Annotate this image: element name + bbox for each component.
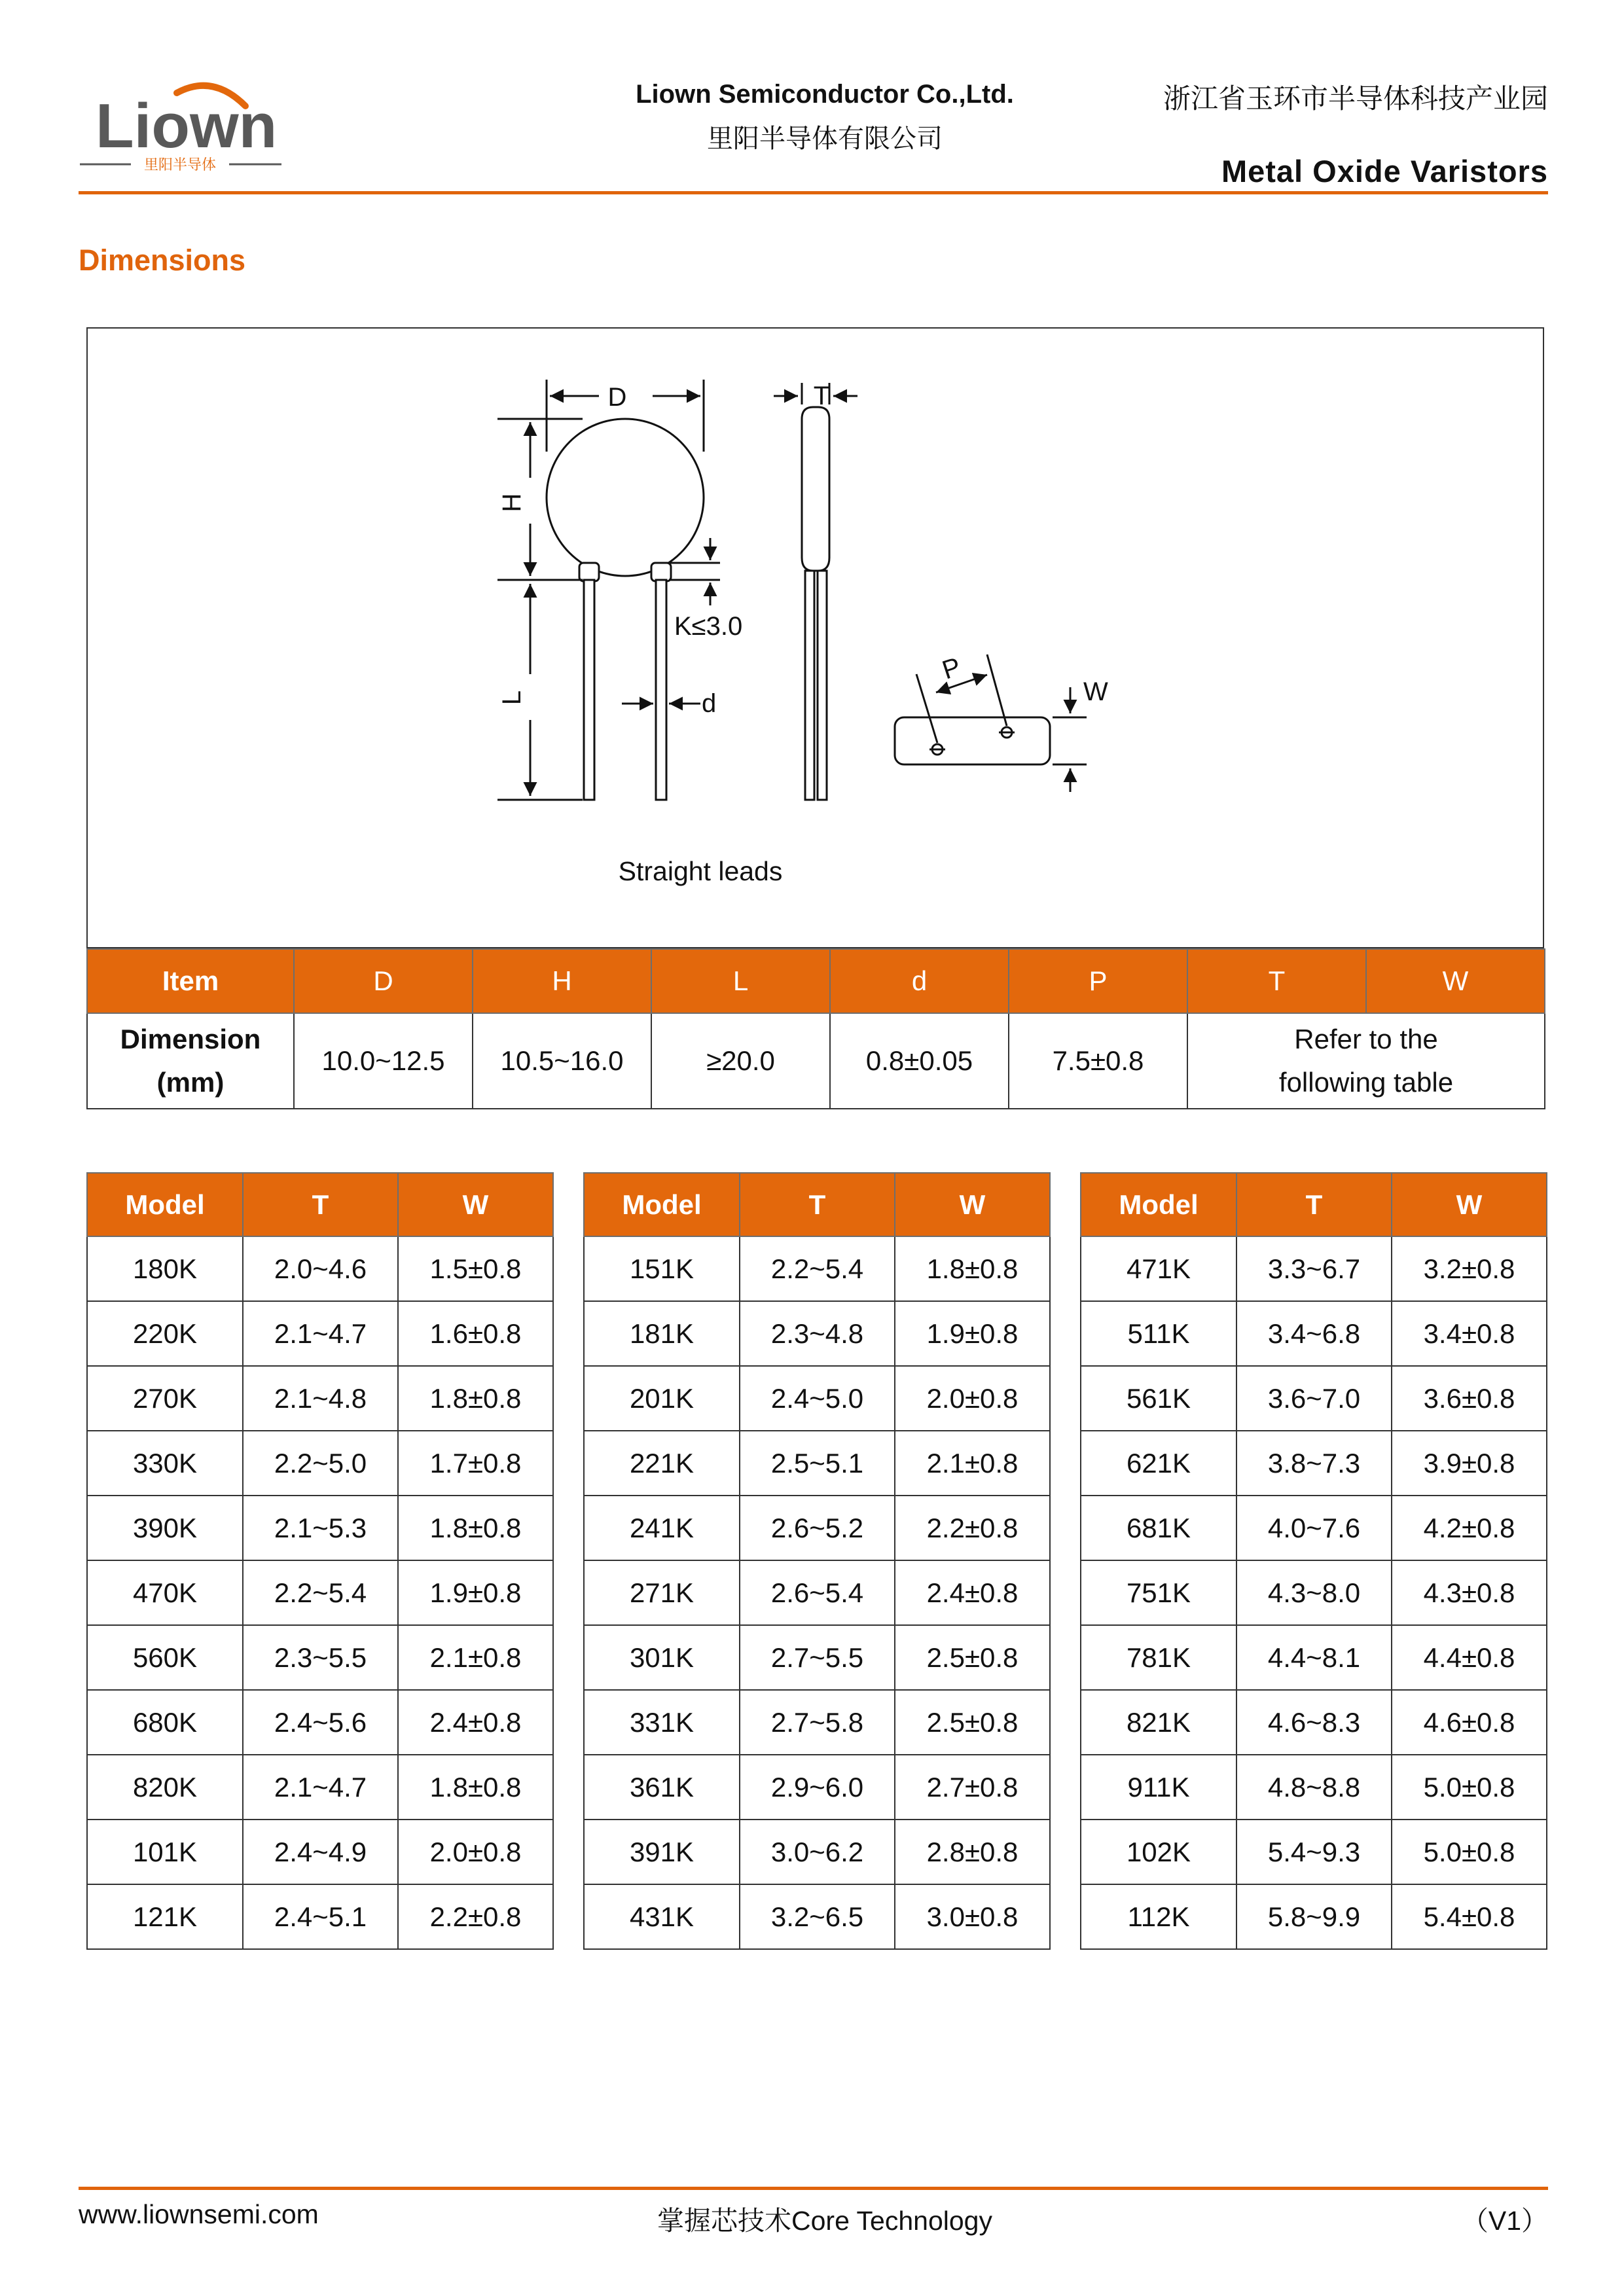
table-row [87, 1884, 553, 1949]
table-cell: 2.2±0.8 [398, 1884, 553, 1949]
table-cell: 2.0~4.6 [243, 1236, 398, 1301]
value-cell: 10.0~12.5 [294, 1013, 473, 1109]
table-cell: 101K [87, 1820, 243, 1884]
table-cell: 271K [584, 1560, 740, 1625]
table-row [584, 1366, 1050, 1431]
row-label-line: (mm) [156, 1067, 225, 1098]
table-cell: 2.1~4.7 [243, 1301, 398, 1366]
table-cell: 511K [1081, 1301, 1236, 1366]
header-cell: T [243, 1173, 398, 1236]
table-row [584, 1560, 1050, 1625]
table-cell: 1.8±0.8 [398, 1755, 553, 1820]
header-cell: T [1236, 1173, 1392, 1236]
header-cell: d [830, 949, 1009, 1013]
table-cell: 102K [1081, 1820, 1236, 1884]
table-row [87, 1755, 553, 1820]
dimension-header-row [87, 949, 1545, 1013]
header-cell: Model [1081, 1173, 1236, 1236]
table-cell: 431K [584, 1884, 740, 1949]
table-cell: 3.8~7.3 [1236, 1431, 1392, 1496]
table-row [584, 1236, 1050, 1301]
table-cell: 1.5±0.8 [398, 1236, 553, 1301]
table-cell: 2.2~5.4 [243, 1560, 398, 1625]
table-cell: 4.6±0.8 [1392, 1690, 1547, 1755]
table-cell: 1.9±0.8 [398, 1560, 553, 1625]
table-cell: 2.4~5.6 [243, 1690, 398, 1755]
table-row [87, 1366, 553, 1431]
table-cell: 5.8~9.9 [1236, 1884, 1392, 1949]
dimension-value-row [87, 1013, 1545, 1109]
table-cell: 4.0~7.6 [1236, 1496, 1392, 1560]
footer-divider [79, 2187, 1548, 2190]
table-cell: 121K [87, 1884, 243, 1949]
model-table-2 [583, 1172, 1051, 1950]
table-cell: 3.3~6.7 [1236, 1236, 1392, 1301]
table-cell: 2.4±0.8 [398, 1690, 553, 1755]
table-cell: 2.5±0.8 [895, 1690, 1050, 1755]
table-cell: 4.2±0.8 [1392, 1496, 1547, 1560]
table-cell: 4.6~8.3 [1236, 1690, 1392, 1755]
table-cell: 911K [1081, 1755, 1236, 1820]
company-logo [79, 77, 295, 175]
table-row [584, 1496, 1050, 1560]
table-cell: 560K [87, 1625, 243, 1690]
logo-text: Liown [96, 91, 278, 161]
table-cell: 201K [584, 1366, 740, 1431]
table-cell: 3.0~6.2 [740, 1820, 895, 1884]
table-cell: 781K [1081, 1625, 1236, 1690]
table-row [1081, 1301, 1547, 1366]
table-cell: 3.6~7.0 [1236, 1366, 1392, 1431]
table-cell: 2.3~4.8 [740, 1301, 895, 1366]
table-cell: 2.1~4.7 [243, 1755, 398, 1820]
table-cell: 821K [1081, 1690, 1236, 1755]
table-cell: 391K [584, 1820, 740, 1884]
table-row [87, 1301, 553, 1366]
table-cell: 2.6~5.2 [740, 1496, 895, 1560]
label-L: L [497, 690, 526, 706]
table-cell: 2.1~5.3 [243, 1496, 398, 1560]
table-row [1081, 1560, 1547, 1625]
table-cell: 3.2±0.8 [1392, 1236, 1547, 1301]
table-cell: 2.4~5.1 [243, 1884, 398, 1949]
table-cell: 151K [584, 1236, 740, 1301]
table-cell: 2.1~4.8 [243, 1366, 398, 1431]
table-cell: 2.3~5.5 [243, 1625, 398, 1690]
logo-graphic [79, 77, 295, 175]
table-cell: 4.4~8.1 [1236, 1625, 1392, 1690]
footer-website[interactable]: www.liownsemi.com [79, 2199, 319, 2229]
table-cell: 4.4±0.8 [1392, 1625, 1547, 1690]
table-cell: 1.8±0.8 [895, 1236, 1050, 1301]
value-cell: 0.8±0.05 [830, 1013, 1009, 1109]
table-cell: 221K [584, 1431, 740, 1496]
table-cell: 3.6±0.8 [1392, 1366, 1547, 1431]
table-cell: 361K [584, 1755, 740, 1820]
table-cell: 3.4~6.8 [1236, 1301, 1392, 1366]
table-row [87, 1236, 553, 1301]
table-row [1081, 1431, 1547, 1496]
table-cell: 1.6±0.8 [398, 1301, 553, 1366]
table-cell: 2.6~5.4 [740, 1560, 895, 1625]
table-cell: 5.0±0.8 [1392, 1820, 1547, 1884]
table-row [87, 1496, 553, 1560]
table-row [87, 1560, 553, 1625]
header-cell: T [740, 1173, 895, 1236]
table-cell: 4.3~8.0 [1236, 1560, 1392, 1625]
table-cell: 2.2~5.0 [243, 1431, 398, 1496]
company-address: 浙江省玉环市半导体科技产业园 [1163, 83, 1548, 114]
table-row [1081, 1820, 1547, 1884]
document-title: Metal Oxide Varistors [1221, 154, 1548, 188]
table-cell: 751K [1081, 1560, 1236, 1625]
row-label-line: Dimension [120, 1024, 261, 1054]
dimension-table [86, 948, 1545, 1109]
table-row [1081, 1236, 1547, 1301]
side-body [802, 407, 829, 571]
header-cell: W [1392, 1173, 1547, 1236]
table-cell: 2.9~6.0 [740, 1755, 895, 1820]
table-row [584, 1301, 1050, 1366]
header-cell: W [398, 1173, 553, 1236]
table-row [1081, 1625, 1547, 1690]
header-divider [79, 191, 1548, 194]
table-cell: 1.8±0.8 [398, 1496, 553, 1560]
table-cell: 2.8±0.8 [895, 1820, 1050, 1884]
logo-subtext: 里阳半导体 [143, 157, 217, 173]
table-cell: 3.4±0.8 [1392, 1301, 1547, 1366]
table-cell: 5.4~9.3 [1236, 1820, 1392, 1884]
table-cell: 112K [1081, 1884, 1236, 1949]
table-cell: 241K [584, 1496, 740, 1560]
label-D: D [607, 383, 627, 412]
table-cell: 2.1±0.8 [398, 1625, 553, 1690]
table-cell: 1.7±0.8 [398, 1431, 553, 1496]
table-cell: 2.1±0.8 [895, 1431, 1050, 1496]
header-cell: L [651, 949, 830, 1013]
table-row [1081, 1496, 1547, 1560]
table-cell: 3.2~6.5 [740, 1884, 895, 1949]
header-cell: H [473, 949, 651, 1013]
table-row [1081, 1690, 1547, 1755]
table-cell: 301K [584, 1625, 740, 1690]
table-cell: 4.8~8.8 [1236, 1755, 1392, 1820]
tw-note-cell [1187, 1013, 1545, 1109]
table-cell: 180K [87, 1236, 243, 1301]
table-cell: 2.2~5.4 [740, 1236, 895, 1301]
table-cell: 270K [87, 1366, 243, 1431]
table-cell: 2.0±0.8 [398, 1820, 553, 1884]
table-cell: 5.0±0.8 [1392, 1755, 1547, 1820]
table-row [87, 1625, 553, 1690]
table-cell: 2.5±0.8 [895, 1625, 1050, 1690]
header-cell: Model [87, 1173, 243, 1236]
model-table-1 [86, 1172, 554, 1950]
tw-note-line: Refer to the [1294, 1024, 1438, 1054]
varistor-drawing [458, 367, 1146, 825]
header-cell: P [1009, 949, 1187, 1013]
header-cell: D [294, 949, 473, 1013]
table-row [1081, 1884, 1547, 1949]
table-cell: 3.0±0.8 [895, 1884, 1050, 1949]
lead-right [656, 580, 666, 800]
table-cell: 1.8±0.8 [398, 1366, 553, 1431]
model-header-row [87, 1173, 553, 1236]
label-T: T [813, 382, 830, 410]
header-cell: Model [584, 1173, 740, 1236]
row-label-cell [87, 1013, 294, 1109]
footer-version: （V1） [1461, 2206, 1548, 2236]
table-cell: 471K [1081, 1236, 1236, 1301]
table-cell: 181K [584, 1301, 740, 1366]
label-H: H [497, 493, 526, 512]
header-cell: W [1366, 949, 1545, 1013]
table-cell: 2.5~5.1 [740, 1431, 895, 1496]
table-row [87, 1690, 553, 1755]
table-cell: 220K [87, 1301, 243, 1366]
table-cell: 2.4~5.0 [740, 1366, 895, 1431]
table-cell: 2.7~5.8 [740, 1690, 895, 1755]
table-row [1081, 1755, 1547, 1820]
table-cell: 2.0±0.8 [895, 1366, 1050, 1431]
table-row [584, 1625, 1050, 1690]
company-name-cn: 里阳半导体有限公司 [707, 124, 943, 153]
table-cell: 681K [1081, 1496, 1236, 1560]
top-view-body [895, 717, 1050, 764]
table-cell: 2.4±0.8 [895, 1560, 1050, 1625]
disc-body [547, 419, 704, 576]
model-header-row [1081, 1173, 1547, 1236]
table-row [584, 1884, 1050, 1949]
label-W: W [1083, 677, 1108, 706]
footer-slogan: 掌握芯技术Core Technology [657, 2206, 992, 2236]
table-cell: 680K [87, 1690, 243, 1755]
model-header-row [584, 1173, 1050, 1236]
table-row [87, 1820, 553, 1884]
table-cell: 330K [87, 1431, 243, 1496]
section-title: Dimensions [79, 243, 246, 277]
table-row [1081, 1366, 1547, 1431]
header-cell: W [895, 1173, 1050, 1236]
table-cell: 331K [584, 1690, 740, 1755]
tw-note-line: following table [1278, 1067, 1454, 1098]
header-cell: Item [87, 949, 294, 1013]
lead-left [584, 580, 594, 800]
model-table-3 [1080, 1172, 1547, 1950]
table-cell: 2.2±0.8 [895, 1496, 1050, 1560]
table-cell: 2.4~4.9 [243, 1820, 398, 1884]
value-cell: 10.5~16.0 [473, 1013, 651, 1109]
table-row [87, 1431, 553, 1496]
table-cell: 1.9±0.8 [895, 1301, 1050, 1366]
label-K: K≤3.0 [674, 612, 743, 641]
table-cell: 470K [87, 1560, 243, 1625]
table-row [584, 1820, 1050, 1884]
table-cell: 820K [87, 1755, 243, 1820]
table-cell: 2.7~5.5 [740, 1625, 895, 1690]
table-cell: 2.7±0.8 [895, 1755, 1050, 1820]
header-cell: T [1187, 949, 1366, 1013]
table-cell: 561K [1081, 1366, 1236, 1431]
label-d: d [702, 689, 717, 718]
table-row [584, 1690, 1050, 1755]
value-cell: 7.5±0.8 [1009, 1013, 1187, 1109]
table-cell: 3.9±0.8 [1392, 1431, 1547, 1496]
table-cell: 390K [87, 1496, 243, 1560]
label-P: P [939, 652, 965, 685]
table-cell: 621K [1081, 1431, 1236, 1496]
table-cell: 4.3±0.8 [1392, 1560, 1547, 1625]
table-cell: 5.4±0.8 [1392, 1884, 1547, 1949]
value-cell: ≥20.0 [651, 1013, 830, 1109]
figure-caption: Straight leads [618, 856, 783, 886]
company-name-en: Liown Semiconductor Co.,Ltd. [636, 80, 1014, 109]
table-row [584, 1755, 1050, 1820]
table-row [584, 1431, 1050, 1496]
